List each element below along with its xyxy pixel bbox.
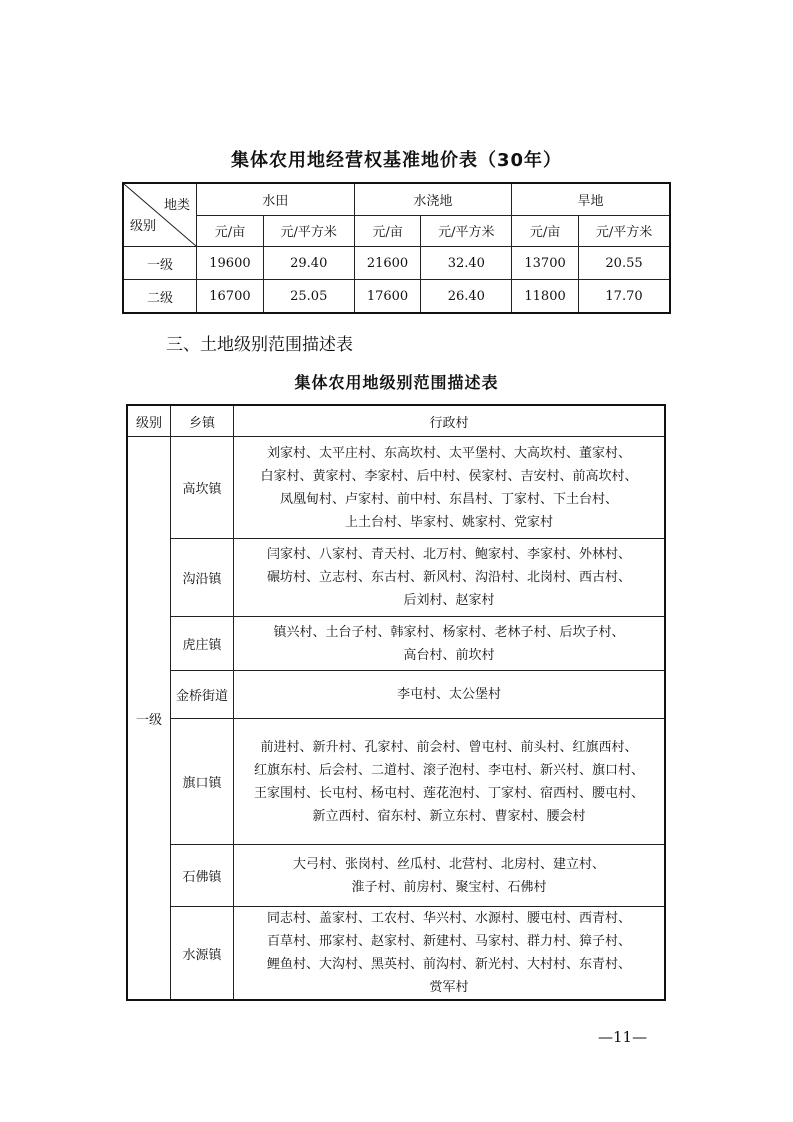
price-cell: 32.40	[421, 247, 512, 280]
village-list	[234, 907, 666, 1001]
corner-bottom-label: 级别	[130, 219, 157, 234]
price-cell: 29.40	[263, 247, 354, 280]
village-line: 刘家村、太平庄村、东高坎村、太平堡村、大高坎村、董家村、	[266, 445, 631, 461]
village-line: 李屯村、太公堡村	[396, 687, 501, 702]
level-label: 一级	[123, 247, 197, 280]
land-type-header: 水田	[197, 183, 355, 215]
town-name: 旗口镇	[171, 719, 234, 845]
table-row	[127, 845, 665, 907]
table-row	[127, 437, 665, 539]
price-cell: 20.55	[579, 247, 670, 280]
unit-header: 元/亩	[197, 215, 264, 247]
village-list	[234, 437, 666, 539]
village-list	[234, 617, 666, 671]
price-cell: 17600	[354, 280, 421, 314]
table-row	[127, 719, 665, 845]
village-list	[234, 845, 666, 907]
village-line: 碾坊村、立志村、东古村、新风村、沟沿村、北岗村、西古村、	[266, 570, 631, 585]
corner-top-label: 地类	[163, 198, 190, 213]
table-row	[127, 907, 665, 1001]
unit-header: 元/亩	[512, 215, 579, 247]
village-line: 百草村、邢家村、赵家村、新建村、马家村、群力村、獐子村、	[266, 934, 631, 949]
scope-table	[126, 404, 666, 1001]
price-cell: 16700	[197, 280, 264, 314]
price-table-title: 集体农用地经营权基准地价表（30年）	[230, 150, 563, 171]
unit-header: 元/平方米	[579, 215, 670, 247]
village-line: 凤凰甸村、卢家村、前中村、东昌村、丁家村、下土台村、	[279, 491, 618, 507]
unit-header: 元/平方米	[421, 215, 512, 247]
village-list	[234, 539, 666, 617]
village-line: 王家围村、长屯村、杨屯村、莲花泡村、丁家村、宿西村、腰屯村、	[253, 785, 644, 801]
level-label: 二级	[123, 280, 197, 314]
village-line: 淮子村、前房村、聚宝村、石佛村	[351, 879, 547, 895]
village-line: 后刘村、赵家村	[403, 593, 495, 608]
town-name: 金桥街道	[171, 671, 234, 719]
level-cell: 一级	[127, 437, 171, 1001]
village-line: 大弓村、张岗村、丝瓜村、北营村、北房村、建立村、	[292, 856, 605, 872]
price-cell: 11800	[512, 280, 579, 314]
town-name: 石佛镇	[171, 845, 234, 907]
page-number: —11—	[598, 1028, 648, 1046]
price-cell: 26.40	[421, 280, 512, 314]
village-line: 白家村、黄家村、李家村、后中村、侯家村、吉安村、前高坎村、	[260, 468, 638, 484]
header-village: 行政村	[234, 405, 666, 437]
table-row	[127, 539, 665, 617]
town-name: 虎庄镇	[171, 617, 234, 671]
scope-table-title: 集体农用地级别范围描述表	[294, 373, 499, 392]
price-cell: 17.70	[579, 280, 670, 314]
town-name: 沟沿镇	[171, 539, 234, 617]
village-line: 新立西村、宿东村、新立东村、曹家村、腰会村	[312, 808, 586, 824]
town-name: 水源镇	[171, 907, 234, 1001]
table-row	[127, 617, 665, 671]
village-line: 前进村、新升村、孔家村、前会村、曾屯村、前头村、红旗西村、	[260, 739, 638, 755]
section-heading: 三、土地级别范围描述表	[166, 335, 353, 355]
village-line: 鲤鱼村、大沟村、黑英村、前沟村、新光村、大村村、东青村、	[266, 957, 631, 972]
price-cell: 13700	[512, 247, 579, 280]
village-line: 上土台村、毕家村、姚家村、党家村	[344, 514, 553, 530]
village-line: 镇兴村、土台子村、韩家村、杨家村、老林子村、后坎子村、	[273, 624, 625, 640]
header-town: 乡镇	[171, 405, 234, 437]
corner-header	[123, 183, 197, 247]
town-name: 高坎镇	[171, 437, 234, 539]
header-level: 级别	[127, 405, 171, 437]
village-line: 同志村、盖家村、工农村、华兴村、水源村、腰屯村、西青村、	[266, 911, 631, 926]
unit-header: 元/亩	[354, 215, 421, 247]
village-list	[234, 719, 666, 845]
price-table	[122, 182, 671, 314]
land-type-header: 旱地	[512, 183, 670, 215]
village-line: 红旗东村、后会村、二道村、滚子泡村、李屯村、新兴村、旗口村、	[253, 762, 644, 778]
price-cell: 19600	[197, 247, 264, 280]
price-cell: 25.05	[263, 280, 354, 314]
price-cell: 21600	[354, 247, 421, 280]
village-list	[234, 671, 666, 719]
unit-header: 元/平方米	[263, 215, 354, 247]
village-line: 闫家村、八家村、青天村、北万村、鲍家村、李家村、外林村、	[266, 547, 631, 562]
village-line: 高台村、前坎村	[403, 647, 495, 663]
land-type-header: 水浇地	[354, 183, 512, 215]
village-line: 赏军村	[429, 980, 469, 995]
table-row	[127, 671, 665, 719]
